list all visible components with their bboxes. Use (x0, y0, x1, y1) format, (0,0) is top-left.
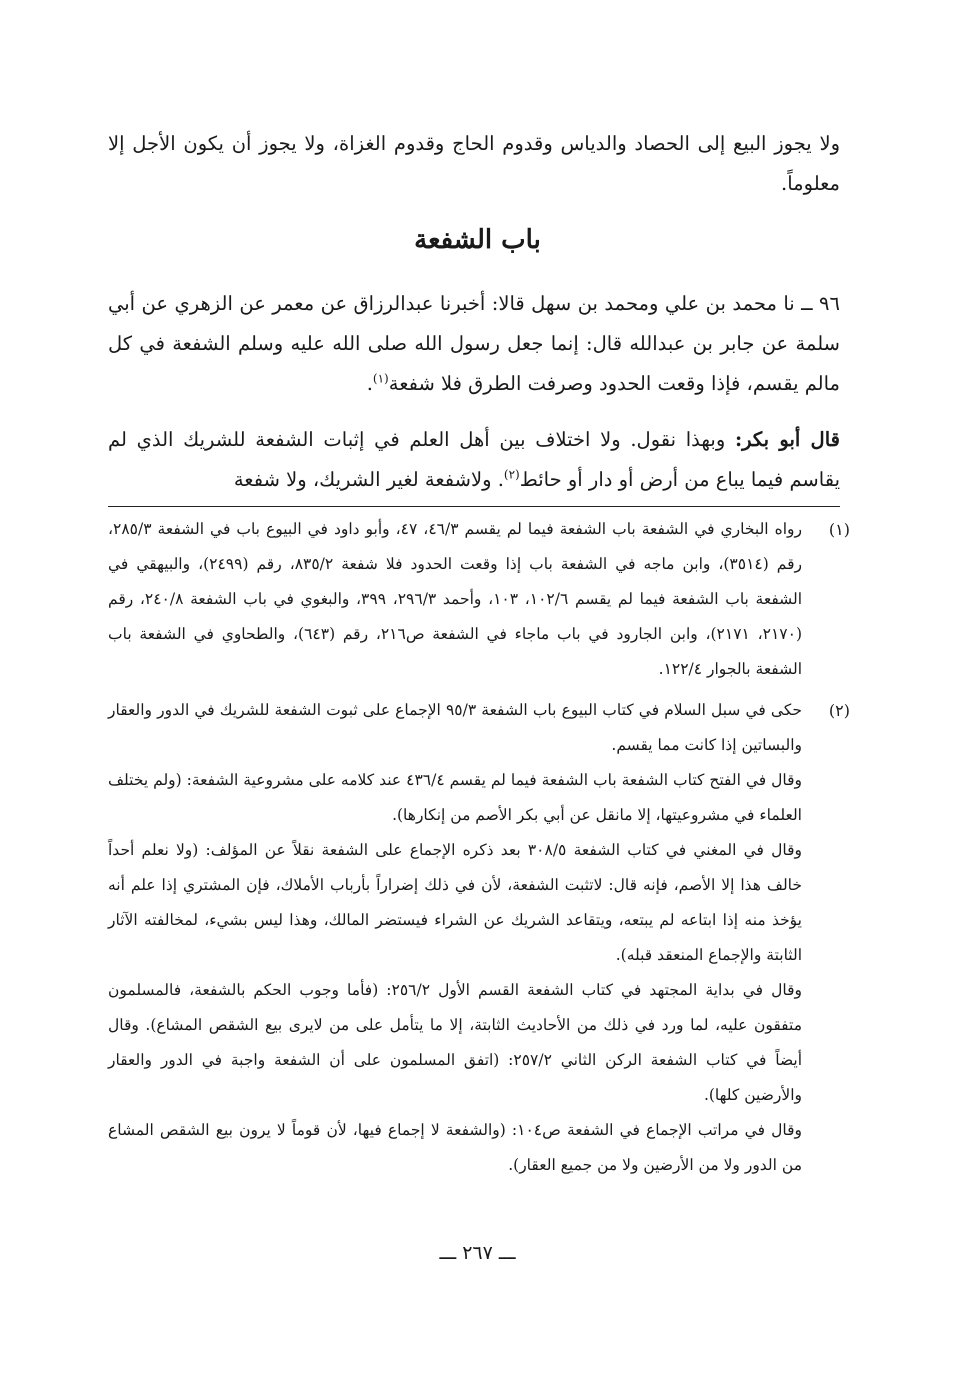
footnote-paragraph: وقال في المغني في كتاب الشفعة ٣٠٨/٥ بعد ذكره الإجماع على الشفعة نقلاً عن المؤلف: (ولا نعلم أحداً خالف هذا إلا الأصم، فإنه قال: لاتثبت الشفعة، لأن في ذلك إضراراً بأرباب الأملاك، فإن المشتري إذا علم أنه يؤخذ منه إذا ابتاعه لم يبتعه، ويتقاعد الشريك عن الشراء فيستضر المالك، وهذا ليس بشيء، لمخالفته الآثار الثابتة والإجماع المنعقد قبله). (108, 841, 802, 964)
footnote-paragraph: رواه البخاري في الشفعة باب الشفعة فيما لم يقسم ٤٦/٣، ٤٧، وأبو داود في البيوع باب في الشفعة ٢٨٥/٣، رقم (٣٥١٤)، وابن ماجه في الشفعة باب إذا وقعت الحدود فلا شفعة ٨٣٥/٢، رقم (٢٤٩٩)، والبيهقي في الشفعة باب الشفعة فيما لم يقسم ١٠٢/٦، ١٠٣، وأحمد ٢٩٦/٣، ٣٩٩، والبغوي في باب الشفعة ٢٤٠/٨، رقم (٢١٧٠، ٢١٧١)، وابن الجارود في باب ماجاء في الشفعة ص٢١٦، رقم (٦٤٣)، والطحاوي في الشفعة باب الشفعة بالجوار ١٢٢/٤. (108, 520, 803, 678)
commentary-paragraph (108, 420, 840, 500)
commentary-text: وبهذا نقول. ولا اختلاف بين أهل العلم في إثبات الشفعة للشريك الذي لم يقاسم فيما يباع من أرض أو دار أو حائط (108, 428, 840, 491)
footnote-divider (108, 506, 840, 507)
footnote-body (108, 693, 802, 1183)
footnote-paragraph: وقال في مراتب الإجماع في الشفعة ص١٠٤: (والشفعة لا إجماع فيها، لأن قوماً لا يرون بيع الشقص المشاع من الدور ولا من الأرضين ولا من جميع العقار). (108, 1121, 802, 1174)
hadith-paragraph (108, 284, 840, 404)
footnote-ref-2[interactable]: (٢) (503, 467, 520, 482)
footnote-1 (108, 512, 850, 687)
footnotes-section (108, 512, 850, 1183)
hadith-end: . (366, 372, 373, 395)
footnote-number: (٢) (828, 701, 850, 720)
page-number: ـــ ٢٦٧ ـــ (439, 1242, 516, 1264)
chapter-title: باب الشفعة (414, 225, 541, 255)
commentary-speaker: قال أبو بكر: (734, 428, 840, 451)
footnote-ref-1[interactable]: (١) (372, 371, 389, 386)
footnote-number: (١) (828, 520, 850, 539)
intro-text: ولا يجوز البيع إلى الحصاد والدياس وقدوم الحاج وقدوم الغزاة، ولا يجوز أن يكون الأجل إلا معلوماً. (108, 132, 840, 195)
footnote-paragraph: وقال في الفتح كتاب الشفعة باب الشفعة فيما لم يقسم ٤٣٦/٤ عند كلامه على مشروعية الشفعة: (ولم يختلف العلماء في مشروعيتها، إلا مانقل عن أبي بكر الأصم من إنكارها). (108, 771, 803, 824)
footnote-body (108, 512, 802, 687)
footnote-paragraph: حكى في سبل السلام في كتاب البيوع باب الشفعة ٩٥/٣ الإجماع على ثبوت الشفعة للشريك في الدور والعقار والبساتين إذا كانت مما يقسم. (108, 701, 802, 754)
footnote-paragraph: وقال في بداية المجتهد في كتاب الشفعة القسم الأول ٢٥٦/٢: (فأما وجوب الحكم بالشفعة، فالمسلمون متفقون عليه، لما ورد في ذلك من الأحاديث الثابتة، إلا ما يتأمل على من لايرى بيع الشقص المشاع). وقال أيضاً في كتاب الشفعة الركن الثاني ٢٥٧/٢: (اتفق المسلمون على أن الشفعة واجبة في الدور والعقار والأرضين كلها). (108, 981, 803, 1104)
hadith-text: ٩٦ ــ نا محمد بن علي ومحمد بن سهل قالا: أخبرنا عبدالرزاق عن معمر عن الزهري عن أبي سلمة عن جابر بن عبدالله قال: إنما جعل رسول الله صلى الله عليه وسلم الشفعة في كل مالم يقسم، فإذا وقعت الحدود وصرفت الطرق فلا شفعة (108, 292, 840, 395)
intro-paragraph (108, 124, 840, 204)
footnote-2 (108, 693, 850, 1183)
commentary-text-continued: . ولاشفعة لغير الشريك، ولا شفعة (233, 468, 504, 491)
